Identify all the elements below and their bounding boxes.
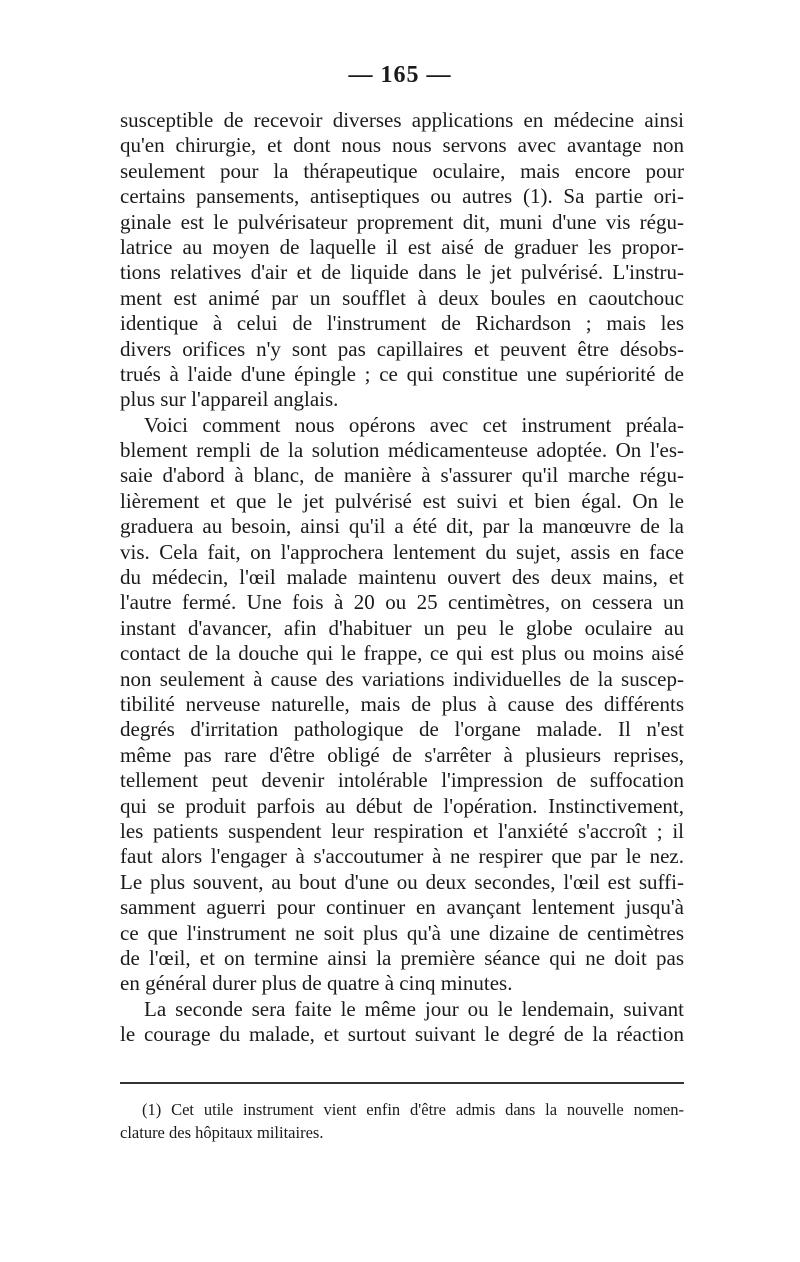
text-line: qu'en chirurgie, et dont nous nous servons avec avantage non xyxy=(120,133,684,158)
text-line: ginale est le pulvérisateur proprement dit, muni d'une vis régu- xyxy=(120,209,684,234)
text-line: de l'œil, et on termine ainsi la première séance qui ne doit pas xyxy=(120,945,684,970)
text-line: latrice au moyen de laquelle il est aisé de graduer les propor- xyxy=(120,234,684,259)
text-line: faut alors l'engager à s'accoutumer à ne respirer que par le nez. xyxy=(120,844,684,869)
text-line: en général durer plus de quatre à cinq minutes. xyxy=(120,971,513,996)
text-line: blement rempli de la solution médicamenteuse adoptée. On l'es- xyxy=(120,438,684,463)
body-text xyxy=(120,108,684,1047)
text-line: instant d'avancer, afin d'habituer un peu le globe oculaire au xyxy=(120,615,684,640)
text-line: qui se produit parfois au début de l'opération. Instinctivement, xyxy=(120,793,684,818)
text-line: saie d'abord à blanc, de manière à s'assurer qu'il marche régu- xyxy=(120,463,684,488)
text-line: identique à celui de l'instrument de Richardson ; mais les xyxy=(120,311,684,336)
text-line: même pas rare d'être obligé de s'arrêter à plusieurs reprises, xyxy=(120,742,684,767)
text-line: tions relatives d'air et de liquide dans le jet pulvérisé. L'instru- xyxy=(120,260,684,285)
text-line: certains pansements, antiseptiques ou autres (1). Sa partie ori- xyxy=(120,184,684,209)
text-line: non seulement à cause des variations individuelles de la suscep- xyxy=(120,666,684,691)
text-line: le courage du malade, et surtout suivant le degré de la réaction xyxy=(120,1022,684,1047)
text-line: seulement pour la thérapeutique oculaire, mais encore pour xyxy=(120,158,684,183)
text-line: susceptible de recevoir diverses applications en médecine ainsi xyxy=(120,108,684,132)
text-line: divers orifices n'y sont pas capillaires et peuvent être désobs- xyxy=(120,336,684,361)
text-line: ment est animé par un soufflet à deux boules en caoutchouc xyxy=(120,285,684,310)
text-line: Le plus souvent, au bout d'une ou deux secondes, l'œil est suffi- xyxy=(120,869,684,894)
text-line: ce que l'instrument ne soit plus qu'à une dizaine de centimètres xyxy=(120,920,684,945)
text-line: tellement peut devenir intolérable l'impression de suffocation xyxy=(120,768,684,793)
footnote-divider xyxy=(120,1082,684,1084)
text-line: La seconde sera faite le même jour ou le lendemain, suivant xyxy=(144,996,684,1021)
text-line: Voici comment nous opérons avec cet instrument préala- xyxy=(144,412,684,437)
text-line: vis. Cela fait, on l'approchera lentement du sujet, assis en face xyxy=(120,539,684,564)
text-line: samment aguerri pour continuer en avançant lentement jusqu'à xyxy=(120,895,684,920)
text-line: du médecin, l'œil malade maintenu ouvert des deux mains, et xyxy=(120,565,684,590)
page-number: — 165 — xyxy=(348,62,452,88)
footnote xyxy=(120,1098,684,1144)
text-line: plus sur l'appareil anglais. xyxy=(120,387,339,412)
text-line: trués à l'aide d'une épingle ; ce qui constitue une supériorité de xyxy=(120,361,684,386)
text-line: graduera au besoin, ainsi qu'il a été dit, par la manœuvre de la xyxy=(120,514,684,539)
footnote-line: (1) Cet utile instrument vient enfin d'être admis dans la nouvelle nomen- xyxy=(142,1100,684,1119)
text-line: tibilité nerveuse naturelle, mais de plus à cause des différents xyxy=(120,691,684,716)
footnote-line: clature des hôpitaux militaires. xyxy=(120,1123,324,1142)
text-line: lièrement et que le jet pulvérisé est suivi et bien égal. On le xyxy=(120,488,684,513)
text-line: degrés d'irritation pathologique de l'organe malade. Il n'est xyxy=(120,717,684,742)
text-line: contact de la douche qui le frappe, ce qui est plus ou moins aisé xyxy=(120,641,684,666)
text-line: l'autre fermé. Une fois à 20 ou 25 centimètres, on cessera un xyxy=(120,590,684,615)
text-line: les patients suspendent leur respiration et l'anxiété s'accroît ; il xyxy=(120,818,684,843)
